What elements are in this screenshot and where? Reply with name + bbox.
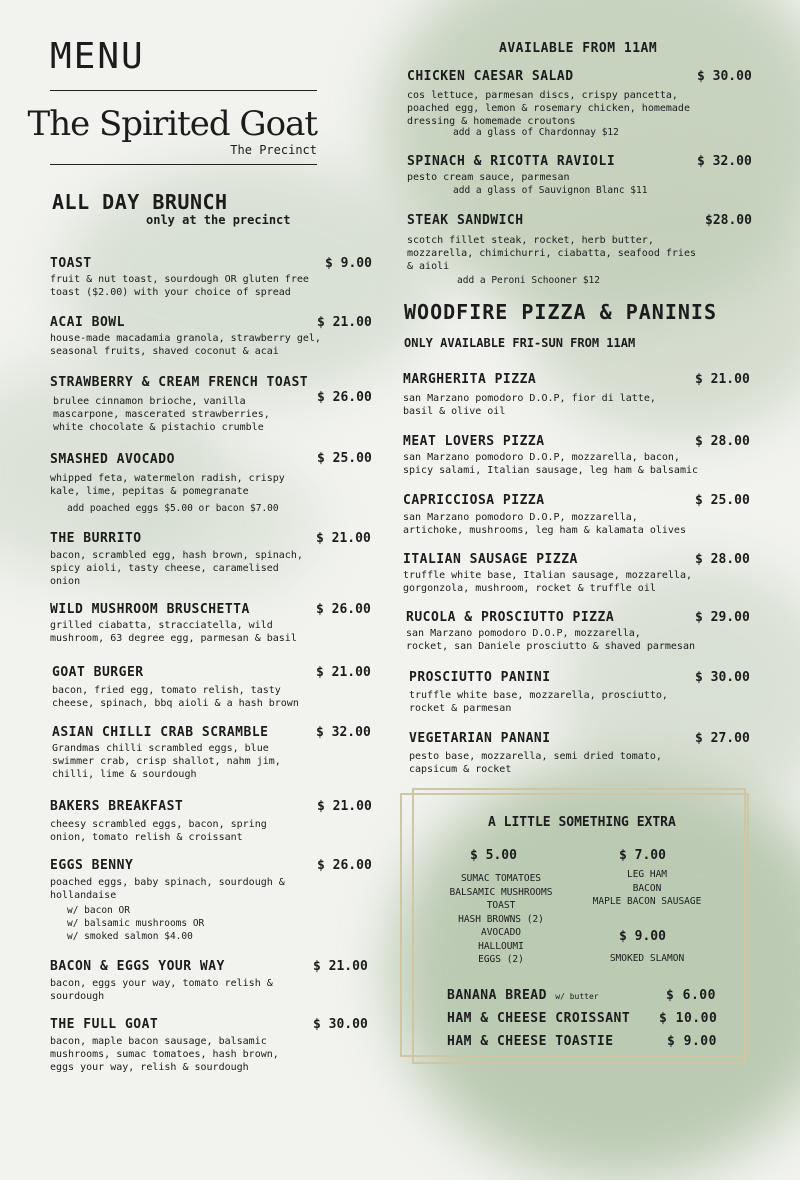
extras-price-group1: $ 5.00 [470, 848, 517, 863]
item-price: $28.00 [705, 213, 752, 228]
item-price: $ 21.00 [313, 959, 368, 974]
extras-price-group3: $ 9.00 [619, 929, 666, 944]
item-name [447, 988, 599, 1003]
item-price: $ 21.00 [317, 315, 372, 330]
item-price: $ 9.00 [667, 1034, 717, 1049]
item-price: $ 32.00 [316, 725, 371, 740]
item-name: BAKERS BREAKFAST [50, 799, 184, 814]
item-price: $ 27.00 [695, 731, 750, 746]
item-description: san Marzano pomodoro D.O.P, mozzarella, artichoke, mushrooms, leg ham & kalamata olives [403, 512, 686, 536]
item-name: ASIAN CHILLI CRAB SCRAMBLE [52, 725, 269, 740]
item-addon: add poached eggs $5.00 or bacon $7.00 [67, 503, 279, 514]
item-name: VEGETARIAN PANANI [409, 731, 551, 746]
extras-price-group2: $ 7.00 [619, 848, 666, 863]
item-name: MEAT LOVERS PIZZA [403, 434, 545, 449]
menu-title: MENU [50, 36, 145, 77]
brand-location: The Precinct [230, 143, 317, 157]
item-description: scotch fillet steak, rocket, herb butter, mozzarella, chimichurri, ciabatta, seafood fries & aioli [407, 235, 696, 272]
item-name: HAM & CHEESE CROISSANT [447, 1011, 631, 1026]
item-name: EGGS BENNY [50, 858, 134, 873]
item-name: STRAWBERRY & CREAM FRENCH TOAST [50, 375, 309, 390]
item-description: truffle white base, mozzarella, prosciutto, rocket & parmesan [409, 690, 668, 714]
item-addon: w/ bacon OR w/ balsamic mushrooms OR w/ smoked salmon $4.00 [67, 905, 205, 942]
item-description: poached eggs, baby spinach, sourdough & hollandaise [50, 877, 285, 901]
pizza-title: WOODFIRE PIZZA & PANINIS [404, 300, 717, 324]
item-description: fruit & nut toast, sourdough OR gluten free toast ($2.00) with your choice of spread [50, 274, 309, 298]
item-description: san Marzano pomodoro D.O.P, mozzarella, rocket, san Daniele prosciutto & shaved parmesan [406, 628, 695, 652]
item-description: bacon, scrambled egg, hash brown, spinach, spicy aioli, tasty cheese, caramelised onion [50, 550, 303, 587]
item-name: RUCOLA & PROSCIUTTO PIZZA [406, 610, 615, 625]
item-price: $ 6.00 [666, 988, 716, 1003]
item-description: Grandmas chilli scrambled eggs, blue swimmer crab, crisp shallot, nahm jim, chilli, lime & sourdough [52, 743, 281, 780]
extras-list-group2: LEG HAM BACON MAPLE BACON SAUSAGE [592, 869, 702, 907]
item-description: san Marzano pomodoro D.O.P, fior di latte, basil & olive oil [403, 393, 656, 417]
item-name: HAM & CHEESE TOASTIE [447, 1034, 614, 1049]
item-name: TOAST [50, 256, 92, 271]
item-name-text: BANANA BREAD [447, 988, 547, 1003]
item-description: cos lettuce, parmesan discs, crispy pancetta, poached egg, lemon & rosemary chicken, homemade dressing & homemade croutons [407, 90, 690, 127]
item-name: SMASHED AVOCADO [50, 452, 175, 467]
brunch-subtitle: only at the precinct [146, 213, 291, 227]
extras-list-group3: SMOKED SLAMON [609, 953, 685, 964]
item-price: $ 21.00 [316, 531, 371, 546]
lunch-title: AVAILABLE FROM 11AM [499, 41, 658, 56]
item-price: $ 26.00 [317, 858, 372, 873]
item-description: grilled ciabatta, stracciatella, wild mushroom, 63 degree egg, parmesan & basil [50, 620, 297, 644]
item-price: $ 21.00 [695, 372, 750, 387]
item-description: truffle white base, Italian sausage, mozzarella, gorgonzola, mushroom, rocket & truffle oil [403, 570, 692, 594]
item-price: $ 28.00 [695, 434, 750, 449]
item-price: $ 10.00 [659, 1011, 718, 1026]
item-description: house-made macadamia granola, strawberry gel, seasonal fruits, shaved coconut & acai [50, 333, 321, 357]
item-name: ACAI BOWL [50, 315, 125, 330]
item-name: SPINACH & RICOTTA RAVIOLI [407, 154, 616, 169]
item-name: CAPRICCIOSA PIZZA [403, 493, 545, 508]
item-addon: add a glass of Chardonnay $12 [453, 127, 619, 138]
item-price: $ 26.00 [317, 390, 372, 405]
item-name: ITALIAN SAUSAGE PIZZA [403, 552, 578, 567]
item-description: bacon, fried egg, tomato relish, tasty cheese, spinach, bbq aioli & a hash brown [52, 685, 299, 709]
item-addon: add a glass of Sauvignon Blanc $11 [453, 185, 648, 196]
item-name: THE BURRITO [50, 531, 142, 546]
item-name: PROSCIUTTO PANINI [409, 670, 551, 685]
item-price: $ 21.00 [316, 665, 371, 680]
item-name: BACON & EGGS YOUR WAY [50, 959, 225, 974]
item-price: $ 9.00 [325, 256, 372, 271]
item-price: $ 26.00 [316, 602, 371, 617]
item-price: $ 30.00 [313, 1017, 368, 1032]
item-description: san Marzano pomodoro D.O.P, mozzarella, bacon, spicy salami, Italian sausage, leg ham & balsamic [403, 452, 699, 476]
brand-logo: The Spirited Goat [27, 104, 317, 144]
item-name: GOAT BURGER [52, 665, 144, 680]
header-rule-bottom [50, 164, 317, 165]
item-price: $ 30.00 [697, 69, 752, 84]
item-price: $ 25.00 [317, 451, 372, 466]
item-name: MARGHERITA PIZZA [403, 372, 537, 387]
item-price: $ 28.00 [695, 552, 750, 567]
item-name: WILD MUSHROOM BRUSCHETTA [50, 602, 250, 617]
item-name: CHICKEN CAESAR SALAD [407, 69, 574, 84]
item-description: whipped feta, watermelon radish, crispy kale, lime, pepitas & pomegranate [50, 473, 285, 497]
item-description: brulee cinnamon brioche, vanilla mascarpone, mascerated strawberries, white chocolate & pistachio crumble [53, 396, 270, 433]
brunch-title: ALL DAY BRUNCH [52, 190, 228, 214]
item-description: cheesy scrambled eggs, bacon, spring onion, tomato relish & croissant [50, 819, 267, 843]
item-price: $ 30.00 [695, 670, 750, 685]
item-note: w/ butter [555, 992, 599, 1001]
item-price: $ 29.00 [695, 610, 750, 625]
item-description: pesto cream sauce, parmesan [407, 172, 570, 183]
header-rule-top [50, 90, 317, 91]
item-name: STEAK SANDWICH [407, 213, 524, 228]
item-description: pesto base, mozzarella, semi dried tomato, capsicum & rocket [409, 751, 662, 775]
item-price: $ 21.00 [317, 799, 372, 814]
pizza-subtitle: ONLY AVAILABLE FRI-SUN FROM 11AM [404, 336, 636, 350]
item-price: $ 32.00 [697, 154, 752, 169]
item-price: $ 25.00 [695, 493, 750, 508]
extras-title: A LITTLE SOMETHING EXTRA [488, 815, 676, 830]
item-addon: add a Peroni Schooner $12 [457, 275, 600, 286]
extras-list-group1: SUMAC TOMATOES BALSAMIC MUSHROOMS TOAST HASH BROWNS (2) AVOCADO HALLOUMI EGGS (2) [449, 873, 553, 965]
item-name: THE FULL GOAT [50, 1017, 159, 1032]
item-description: bacon, eggs your way, tomato relish & sourdough [50, 978, 273, 1002]
item-description: bacon, maple bacon sausage, balsamic mushrooms, sumac tomatoes, hash brown, eggs your way, relish & sourdough [50, 1036, 279, 1073]
